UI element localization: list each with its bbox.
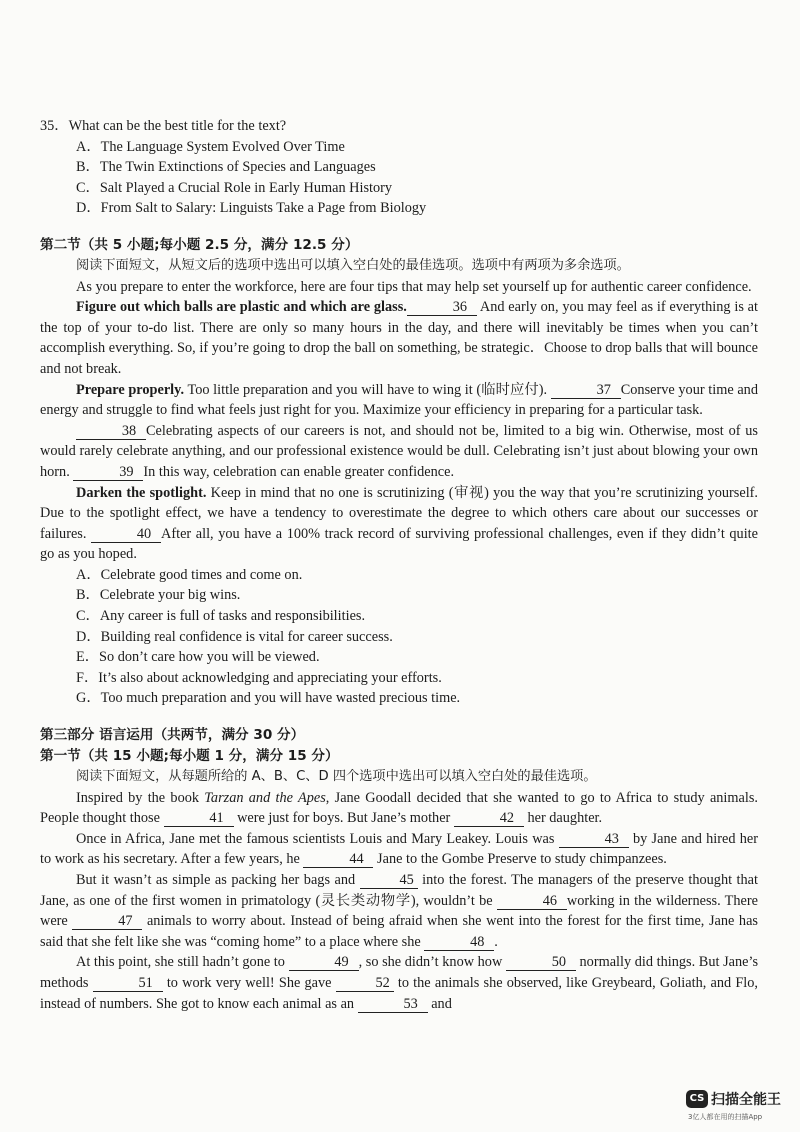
sec2-option-c: C．Any career is full of tasks and responsibilities. bbox=[76, 608, 366, 625]
cloze-text: animals to worry about. Instead of being afraid when she went into the forest for the first time, Jane has said that she felt like she was “coming home” to a place where she bbox=[40, 913, 758, 950]
cloze-text: But it wasn’t as simple as packing her bags and bbox=[76, 872, 360, 888]
tip-4-text-a: Keep in mind that no one is scrutinizing (审视) you the way that you’re scrutinizing yourself. Due to the spotlight effect, we have a tendency to overestimate the degree to which others care about our successes or failures. bbox=[40, 484, 759, 542]
section-2-instruction: 阅读下面短文，从短文后的选项中选出可以填入空白处的最佳选项。选项中有两项为多余选项。 bbox=[76, 257, 630, 273]
blank-37: 37 bbox=[551, 383, 621, 399]
watermark-tagline: 3亿人都在用的扫描App bbox=[688, 1113, 763, 1121]
blank-50: 50 bbox=[506, 955, 576, 971]
tip-3-text-a: Celebrating aspects of our careers is not, and should not be, limited to a big win. Otherwise, most of us would rarely celebrate anything, and our professional existence would be dull. Celebrating isn’t just about blowing your own horn. bbox=[40, 422, 758, 480]
cloze-text: . bbox=[494, 933, 498, 950]
blank-46: 46 bbox=[497, 894, 567, 910]
scanner-watermark bbox=[686, 1087, 790, 1127]
cloze-text: Inspired by the book bbox=[76, 789, 205, 806]
cloze-text: working in the wilderness. There were bbox=[40, 892, 758, 930]
q35-option-d: D．From Salt to Salary: Linguists Take a Page from Biology bbox=[76, 200, 427, 217]
cloze-text: Jane to the Gombe Preserve to study chimpanzees. bbox=[373, 851, 667, 868]
blank-44: 44 bbox=[303, 852, 373, 868]
sec2-option-e: E．So don’t care how you will be viewed. bbox=[76, 649, 320, 666]
cloze-text: her daughter. bbox=[523, 810, 603, 827]
cloze-text: , Jane Goodall decided that she wanted to go to Africa to study animals. People thought those bbox=[40, 789, 758, 827]
passage-tip-3 bbox=[40, 421, 758, 483]
blank-51: 51 bbox=[93, 976, 163, 992]
tip-2-text-b: Conserve your time and energy and struggle to find what feels just right for you. Maximize your efficiency in preparing for a particular task. bbox=[40, 381, 758, 419]
cloze-text: to the animals she observed, like Greybeard, Goliath, and Flo, instead of numbers. She got to know each animal as an bbox=[40, 974, 758, 1012]
sec2-option-f: F．It’s also about acknowledging and appreciating your efforts. bbox=[76, 669, 442, 686]
blank-36: 36 bbox=[407, 300, 477, 316]
tip-2-text-a: Too little preparation and you will have to wing it (临时应付). bbox=[184, 381, 551, 398]
tip-1-text: And early on, you may feel as if everything is at the top of your to-do list. There are only so many hours in the day, and there will inevitably be times when you can’t accomplish everything. So, if you’re going to drop the ball on something, be strategic．Choose to drop balls that will bounce and not break. bbox=[40, 299, 758, 377]
cloze-paragraph-2 bbox=[40, 829, 758, 870]
sec2-option-d: D．Building real confidence is vital for career success. bbox=[76, 628, 393, 645]
section-2-heading: 第二节（共 5 小题;每小题 2.5 分，满分 12.5 分） bbox=[40, 236, 359, 253]
blank-40: 40 bbox=[91, 527, 161, 543]
tip-3-text-b: In this way, celebration can enable greater confidence. bbox=[143, 463, 455, 480]
q35-option-b: B．The Twin Extinctions of Species and Languages bbox=[76, 159, 376, 176]
blank-39: 39 bbox=[73, 465, 143, 481]
blank-45: 45 bbox=[360, 873, 418, 889]
sec2-option-b: B．Celebrate your big wins. bbox=[76, 587, 241, 604]
blank-47: 47 bbox=[72, 914, 142, 930]
blank-42: 42 bbox=[454, 811, 524, 827]
q35-option-c: C．Salt Played a Crucial Role in Early Human History bbox=[76, 179, 393, 196]
passage-tip-1 bbox=[40, 297, 758, 379]
sec2-option-g: G．Too much preparation and you will have wasted precious time. bbox=[76, 690, 461, 707]
q35-option-a: A．The Language System Evolved Over Time bbox=[76, 138, 345, 155]
exam-page bbox=[40, 116, 758, 1014]
part-3-section-1-heading: 第一节（共 15 小题;每小题 1 分，满分 15 分） bbox=[40, 748, 339, 765]
cloze-text: by Jane and hired her to work as his secretary. After a few years, he bbox=[40, 830, 758, 868]
cloze-paragraph-3 bbox=[40, 870, 758, 952]
tip-4-heading: Darken the spotlight. bbox=[76, 484, 207, 501]
cloze-paragraph-1 bbox=[40, 788, 758, 829]
cloze-paragraph-4 bbox=[40, 952, 758, 1014]
cloze-text: into the forest. The managers of the preserve thought that Jane, as one of the first women in primatology (灵长类动物学), wouldn’t be bbox=[40, 872, 758, 909]
cloze-text: Once in Africa, Jane met the famous scientists Louis and Mary Leakey. Louis was bbox=[76, 830, 559, 847]
cloze-text: to work very well! She gave bbox=[162, 974, 336, 991]
blank-52: 52 bbox=[336, 976, 394, 992]
cloze-text: normally did things. But Jane’s methods bbox=[40, 954, 759, 991]
question-35-stem: 35．What can be the best title for the text? bbox=[40, 118, 287, 134]
blank-38: 38 bbox=[76, 424, 146, 440]
blank-41: 41 bbox=[164, 811, 234, 827]
cloze-text: At this point, she still hadn’t gone to bbox=[76, 954, 289, 971]
passage-tip-4 bbox=[40, 483, 758, 565]
blank-53: 53 bbox=[358, 997, 428, 1013]
camscanner-logo-icon: CS bbox=[686, 1090, 708, 1108]
part-3-instruction: 阅读下面短文，从每题所给的 A、B、C、D 四个选项中选出可以填入空白处的最佳选项。 bbox=[76, 769, 597, 785]
cloze-text: were just for boys. But Jane’s mother bbox=[233, 810, 454, 827]
watermark-app-name: 扫描全能王 bbox=[711, 1092, 781, 1108]
cloze-text: and bbox=[427, 995, 452, 1012]
book-title: Tarzan and the Apes bbox=[204, 789, 326, 806]
passage-intro: As you prepare to enter the workforce, here are four tips that may help set yourself up for authentic career confidence. bbox=[76, 278, 752, 295]
blank-48: 48 bbox=[424, 935, 494, 951]
cloze-text: , so she didn’t know how bbox=[358, 954, 506, 971]
sec2-option-a: A．Celebrate good times and come on. bbox=[76, 566, 303, 583]
tip-1-heading: Figure out which balls are plastic and which are glass. bbox=[76, 299, 407, 316]
blank-49: 49 bbox=[289, 955, 359, 971]
passage-tip-2 bbox=[40, 380, 758, 421]
part-3-heading: 第三部分 语言运用（共两节，满分 30 分） bbox=[40, 727, 305, 744]
blank-43: 43 bbox=[559, 832, 629, 848]
tip-2-heading: Prepare properly. bbox=[76, 381, 185, 398]
tip-4-text-b: After all, you have a 100% track record of surviving professional challenges, even if they didn’t quite go as you hoped. bbox=[40, 525, 758, 563]
